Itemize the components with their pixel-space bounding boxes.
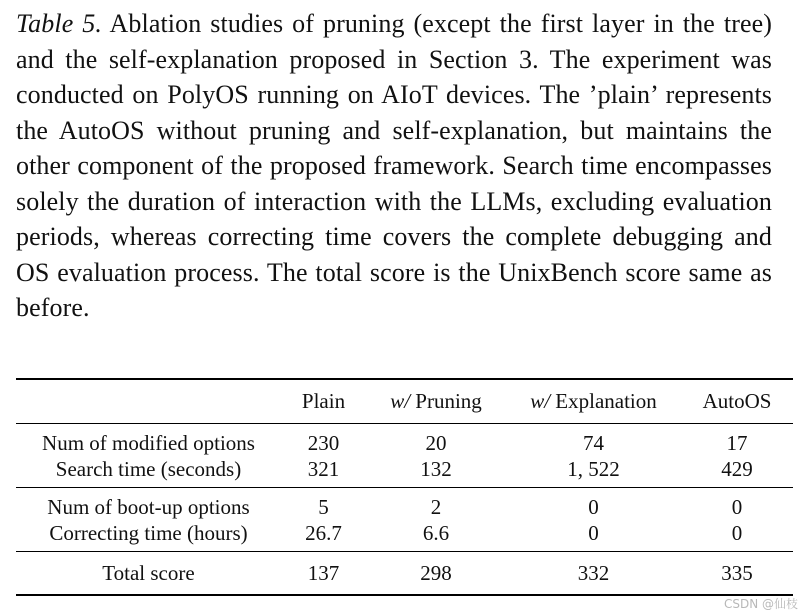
table-row bbox=[16, 520, 793, 552]
header-explanation-text: Explanation bbox=[550, 389, 657, 413]
cell-explanation: 0 bbox=[506, 488, 681, 521]
cell-autoos: 0 bbox=[731, 521, 743, 545]
cell-plain: 321 bbox=[307, 457, 340, 481]
cell-pruning: 132 bbox=[420, 457, 452, 481]
cell-pruning: 6.6 bbox=[422, 521, 450, 545]
cell-plain: 26.7 bbox=[305, 521, 342, 545]
header-label bbox=[16, 379, 281, 424]
table-row bbox=[16, 424, 793, 457]
cell-autoos: 0 bbox=[681, 488, 793, 521]
cell-explanation: 332 bbox=[506, 552, 681, 596]
cell-pruning: 2 bbox=[366, 488, 506, 521]
header-plain: Plain bbox=[301, 389, 346, 413]
row-label: Correcting time (hours) bbox=[49, 521, 248, 545]
caption-label: Table 5. bbox=[16, 9, 102, 38]
cell-autoos: 429 bbox=[721, 457, 753, 481]
header-explanation bbox=[506, 379, 681, 424]
header-explanation-prefix: w/ bbox=[530, 389, 551, 413]
row-label: Num of boot-up options bbox=[16, 488, 281, 521]
cell-pruning: 298 bbox=[366, 552, 506, 596]
row-label: Num of modified options bbox=[16, 424, 281, 457]
caption-text: Ablation studies of pruning (except the first layer in the tree) and the self-explanation proposed in Section 3. The experiment was conducted on PolyOS running on AIoT devices. The ’plain’ represents the AutoOS without pruning and self-explanation, but maintains the other component of the proposed framework. Search time encompasses solely the duration of interaction with the LLMs, excluding evaluation periods, whereas correcting time covers the complete debugging and OS evaluation process. The total score is the UnixBench score same as before. bbox=[16, 9, 772, 322]
table-row bbox=[16, 456, 793, 488]
header-autoos: AutoOS bbox=[702, 389, 772, 413]
cell-explanation: 0 bbox=[588, 521, 599, 545]
cell-explanation: 74 bbox=[506, 424, 681, 457]
watermark: CSDN @仙枝 bbox=[723, 597, 798, 611]
cell-explanation: 1, 522 bbox=[567, 457, 620, 481]
ablation-table bbox=[16, 378, 793, 596]
row-label: Total score bbox=[16, 552, 281, 596]
header-pruning-prefix: w/ bbox=[390, 389, 411, 413]
cell-pruning: 20 bbox=[366, 424, 506, 457]
table-caption bbox=[16, 6, 772, 326]
cell-plain: 137 bbox=[281, 552, 366, 596]
cell-autoos: 335 bbox=[681, 552, 793, 596]
cell-plain: 230 bbox=[281, 424, 366, 457]
row-label: Search time (seconds) bbox=[55, 457, 242, 481]
header-pruning bbox=[366, 379, 506, 424]
total-row bbox=[16, 552, 793, 596]
table-row bbox=[16, 488, 793, 521]
table-header-row bbox=[16, 379, 793, 424]
cell-plain: 5 bbox=[281, 488, 366, 521]
header-pruning-text: Pruning bbox=[410, 389, 482, 413]
cell-autoos: 17 bbox=[681, 424, 793, 457]
